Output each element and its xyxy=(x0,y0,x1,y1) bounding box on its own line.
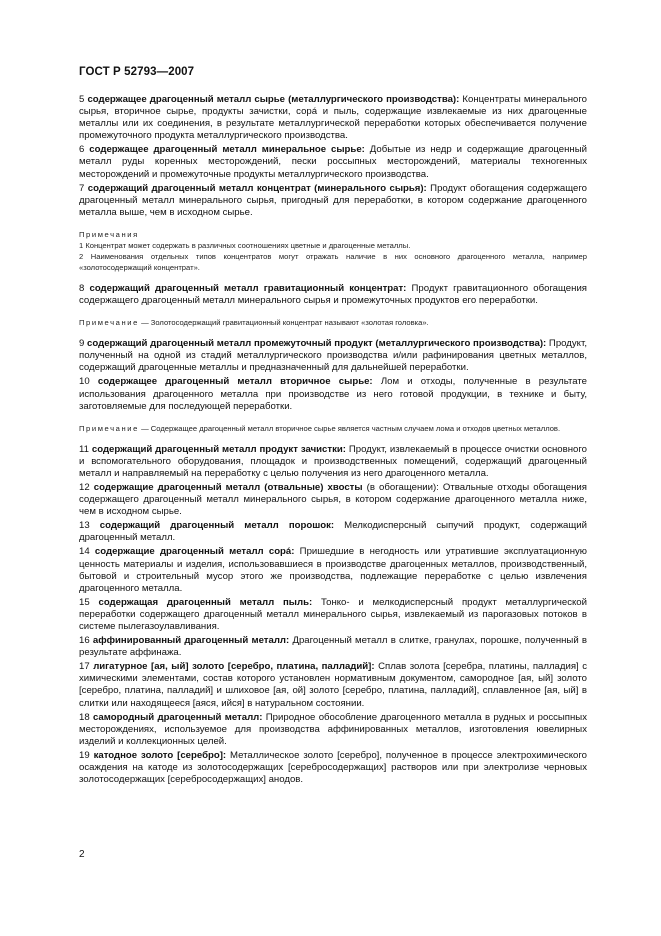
note-2: 2 Наименования отдельных типов концентратов могут отражать наличие в них основного драгоценного металла, например «золотосодержащий концентрат». xyxy=(79,251,587,272)
term-8: 8 содержащий драгоценный металл гравитационный концентрат: Продукт гравитационного обогащения содержащего драгоценный металл минерального сырья и промежуточных продуктов его переработки. xyxy=(79,282,587,307)
term-15: 15 содержащая драгоценный металл пыль: Тонко- и мелкодисперсный продукт металлургической переработки содержащего драгоценный металл минерального сырья, извлекаемый из парогазовых потоков в системе пылегазоулавливания. xyxy=(79,596,587,632)
term-11: 11 содержащий драгоценный металл продукт зачистки: Продукт, извлекаемый в процессе очистки основного и вспомогательного оборудования, площадок и производственных помещений, содержащий драгоценный металл и направляемый на переработку с целью получения из него драгоценного металла. xyxy=(79,443,587,479)
term-17: 17 лигатурное [ая, ый] золото [серебро, платина, палладий]: Сплав золота [серебра, платины, палладия] с химическими элементами, состав которого установлен нормативным документом, самородное [ая, ый] золото [серебро, платина, палладий] и шлиховое [ая, ой] золото [серебро, платина, палладий], сплавленное [ая, ый] в слитки или находящееся [аяся, ийся] в натуральном состоянии. xyxy=(79,661,588,709)
term-16: 16 аффинированный драгоценный металл: Драгоценный металл в слитке, гранулах, порошке, полученный в результате аффинажа. xyxy=(79,635,587,659)
term-13: 13 содержащий драгоценный металл порошок: Мелкодисперсный сыпучий продукт, содержащий драгоценный металл. xyxy=(79,520,587,544)
note-label: Примечание xyxy=(79,318,139,328)
page-number: 2 xyxy=(79,849,85,860)
note-text: — Содержащее драгоценный металл вторичное сырье является частным случаем лома и отходов цветных металлов. xyxy=(141,423,561,433)
note-1: 1 Концентрат может содержать в различных соотношениях цветные и драгоценные металлы. xyxy=(79,240,411,250)
term-5: 5 содержащее драгоценный металл сырье (металлургического производства): Концентраты минерального сырья, вторичное сырье, продукты зачистки, сорá и пыль, содержащие извлекаемые из них драгоценные металлы или их соединения, в результате металлургической переработки которых обеспечивается получение промежуточного продукта металлургического производства. xyxy=(79,94,587,142)
term-19: 19 катодное золото [серебро]: Металлическое золото [серебро], полученное в процессе электрохимического осаждения на катоде из золотосодержащих [серебросодержащих] растворов или при электролизе черновых золотосодержащих [серебросодержащих] анодов. xyxy=(79,749,587,786)
note-after-10 xyxy=(79,423,587,434)
term-14: 14 содержащие драгоценный металл сорá: Пришедшие в негодность или утратившие эксплуатационную ценность материалы и изделия, использовавшиеся в производстве драгоценных металлов, производственный, бытовой и строительный мусор этого же производства, подлежащие переработке с целью извлечения драгоценного металла. xyxy=(79,546,587,594)
term-12: 12 содержащие драгоценный металл (отвальные) хвосты (в обогащении): Отвальные отходы обогащения содержащего драгоценный металл минерального сырья, в котором содержание драгоценного металла ниже, чем в исходном сырье. xyxy=(79,481,587,518)
note-label: Примечание xyxy=(79,423,139,433)
term-9: 9 содержащий драгоценный металл промежуточный продукт (металлургического производства): Продукт, полученный на одной из стадий металлургического производства и/или рафинирования цветных металлов, содержащий драгоценные металлы и предназначенный для дальнейшей переработки. xyxy=(79,338,587,374)
term-18: 18 самородный драгоценный металл: Природное обособление драгоценного металла в рудных и россыпных месторождениях, используемое для производства аффинированных металлов, изготовления ювелирных изделий и коллекционных целей. xyxy=(79,711,587,747)
term-7: 7 содержащий драгоценный металл концентрат (минерального сырья): Продукт обогащения содержащего драгоценный металл минерального сырья, пригодный для переработки, в котором содержание драгоценного металла выше, чем в исходном сырье. xyxy=(79,182,588,218)
note-text: — Золотосодержащий гравитационный концентрат называют «золотая головка». xyxy=(141,318,429,328)
note-after-8 xyxy=(79,317,587,328)
notes-after-7 xyxy=(79,229,587,273)
notes-heading: Примечания xyxy=(79,229,139,239)
document-body xyxy=(79,94,587,788)
document-header: ГОСТ Р 52793—2007 xyxy=(79,66,195,78)
term-10: 10 содержащее драгоценный металл вторичное сырье: Лом и отходы, полученные в результате использования драгоценного металла при производстве из него готовой продукции, в технике и быту, заготовляемые для последующей переработки. xyxy=(79,376,587,412)
term-6: 6 содержащее драгоценный металл минеральное сырье: Добытые из недр и содержащие драгоценный металл руды коренных месторождений, пески россыпных месторождений, материалы техногенных месторождений и промежуточные продукты металлургического производства. xyxy=(79,144,587,180)
